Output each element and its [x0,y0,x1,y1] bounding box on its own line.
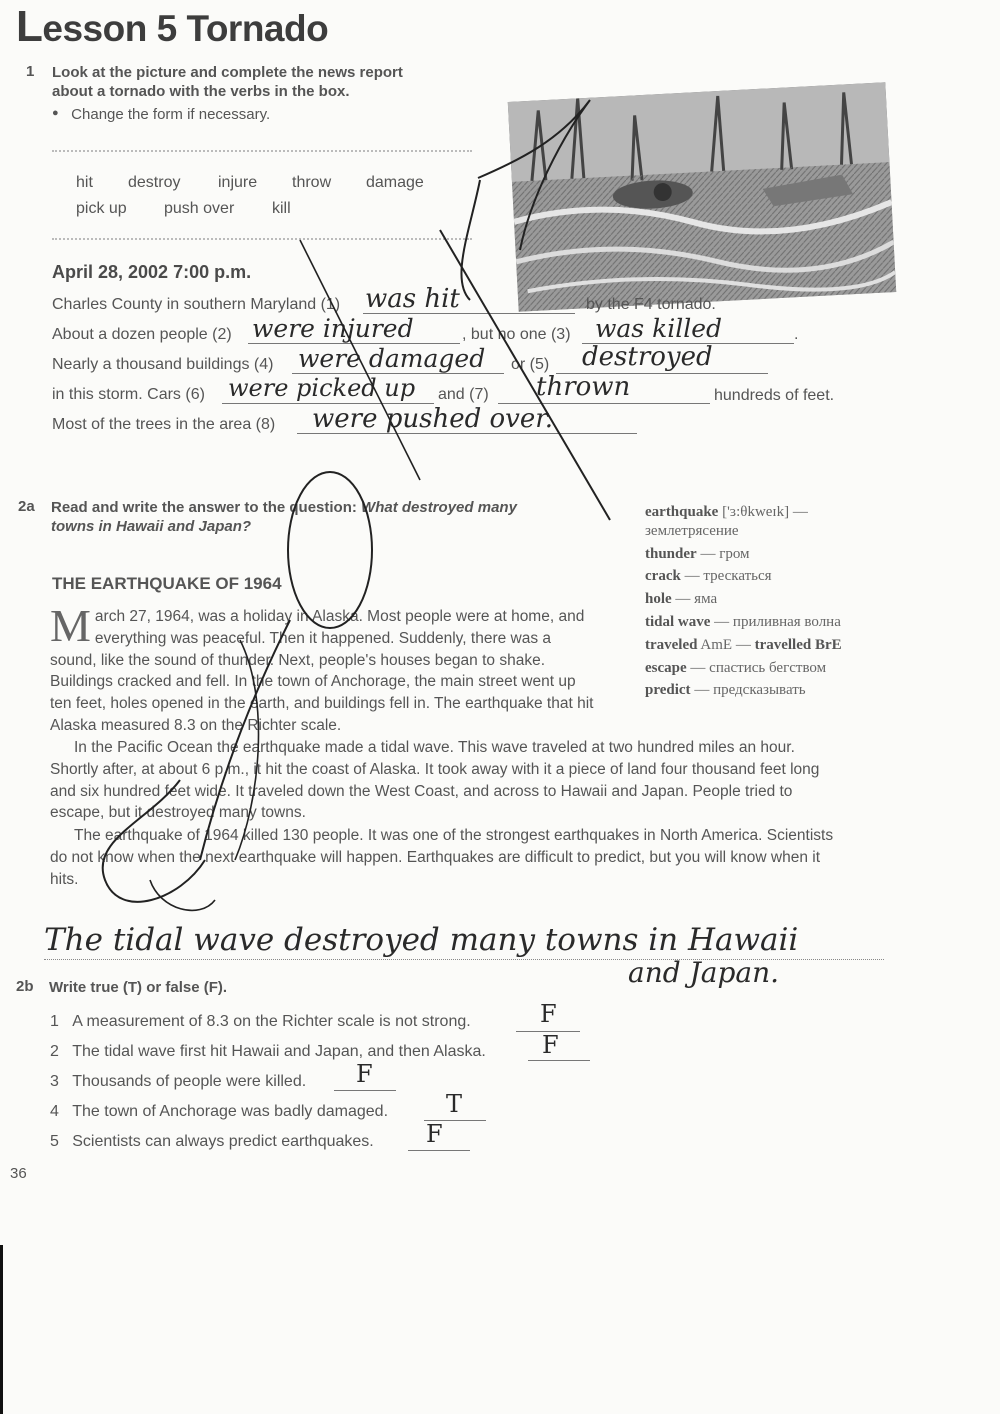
report-line-4: in this storm. Cars (6) [52,386,205,403]
glossary-entry: tidal wave — приливная волна [645,613,841,630]
tf-item-3: 3 Thousands of people were killed. [50,1073,307,1090]
exercise-2a-instruction: Read and write the answer to the question: What destroyed many towns in Hawaii and Japan? [51,499,517,535]
handwritten-answer-2a-cont: and Japan. [628,956,780,989]
handwritten-answer-4: were damaged [298,344,486,373]
tf-answer-3: F [356,1060,373,1088]
story-paragraph-1: March 27, 1964, was a holiday in Alaska. Most people were at home, and everything was peaceful. Then it happened. Suddenly, there was a sound, like the sound of thunder. Next, people's houses began to shake. Buildings cracked and fell. In the town of Anchorage, the main street went up ten feet, holes opened in the earth, and buildings fell in. The earthquake that hit Alaska measured 8.3 on the Richter scale. [50,600,594,734]
handwritten-answer-8: were pushed over. [312,404,554,434]
story-paragraph-3: The earthquake of 1964 killed 130 people. It was one of the strongest earthquakes in North America. Scientists do not know when the next earthquake will happen. Earthquakes are difficult to predict, but you will know when it hits. [50,827,834,888]
word-box-item: push over [164,200,235,217]
report-line-4-end: hundreds of feet. [714,387,835,404]
exercise-2b-number: 2b [16,978,34,995]
handwritten-answer-2a: The tidal wave destroyed many towns in Hawaii [44,922,799,958]
exercise-1-instruction: Look at the picture and complete the news report about a tornado with the verbs in the box. [52,64,403,100]
glossary-entry: escape — спастись бегством [645,659,827,676]
word-box-item: destroy [128,174,181,191]
report-line-1: Charles County in southern Maryland (1) [52,296,341,313]
glossary-entry: traveled AmE — travelled BrE [645,636,842,653]
tf-answer-2: F [542,1031,559,1059]
report-line-5: Most of the trees in the area (8) [52,416,276,433]
handwritten-answer-7: thrown [536,372,631,402]
tf-item-1: 1 A measurement of 8.3 on the Richter scale is not strong. [50,1013,471,1030]
report-line-2: About a dozen people (2) [52,326,232,343]
tf-item-2: 2 The tidal wave first hit Hawaii and Japan, and then Alaska. [50,1043,486,1060]
report-date: April 28, 2002 7:00 p.m. [52,262,252,282]
report-line-3-mid: or (5) [511,356,550,373]
tf-answer-1: F [540,1000,557,1028]
report-line-3: Nearly a thousand buildings (4) [52,356,274,373]
tf-answer-4: T [446,1090,463,1118]
story-paragraph-2: In the Pacific Ocean the earthquake made a tidal wave. This wave traveled at two hundred miles an hour. Shortly after, at about 6 p.m., it hit the coast of Alaska. It took away with it a piece of land four thousand feet long and six hundred feet wide. It traveled down the West Coast, and across to Hawaii and Japan. People tried to escape, but it destroyed many towns. [50,739,820,822]
handwritten-answer-6: were picked up [228,374,416,402]
scan-edge [0,1245,3,1414]
glossary-entry: crack — трескаться [645,568,772,585]
glossary-entry: predict — предсказывать [645,682,806,699]
exercise-2a-number: 2a [18,498,35,515]
glossary-entry: hole — яма [645,591,718,608]
page-title: Lesson 5 Tornado [16,2,329,51]
handwritten-answer-5: destroyed [582,342,713,372]
word-box-item: injure [218,174,258,191]
report-line-1-end: by the F4 tornado. [586,296,716,313]
story-title: THE EARTHQUAKE OF 1964 [52,574,282,593]
handwritten-answer-3: was killed [595,314,723,343]
glossary-entry-translation: землетрясение [645,522,739,539]
bullet-icon: ● [52,107,59,119]
report-line-4-mid: and (7) [438,386,489,403]
exercise-2b-instruction: Write true (T) or false (F). [49,979,228,996]
report-line-2-mid: , but no one (3) [462,326,571,343]
word-box-item: pick up [76,200,127,217]
drop-cap: M [50,600,91,651]
page-number: 36 [10,1165,27,1182]
word-box-item: damage [366,174,424,191]
word-box-item: kill [272,200,291,217]
report-line-2-end: . [794,326,799,343]
glossary-entry: earthquake ['ɜ:θkweɪk] — [645,504,808,520]
glossary-entry: thunder — гром [645,545,750,562]
tf-answer-5: F [426,1120,443,1148]
handwritten-answer-1: was hit [365,284,460,314]
handwritten-answer-2: were injured [252,314,414,343]
exercise-1-bullet: ● Change the form if necessary. [52,106,271,123]
word-box-item: hit [76,174,93,191]
exercise-1-number: 1 [26,63,35,80]
word-box-item: throw [292,174,332,191]
tf-item-4: 4 The town of Anchorage was badly damaged. [50,1103,389,1120]
tf-item-5: 5 Scientists can always predict earthquakes. [50,1133,374,1150]
